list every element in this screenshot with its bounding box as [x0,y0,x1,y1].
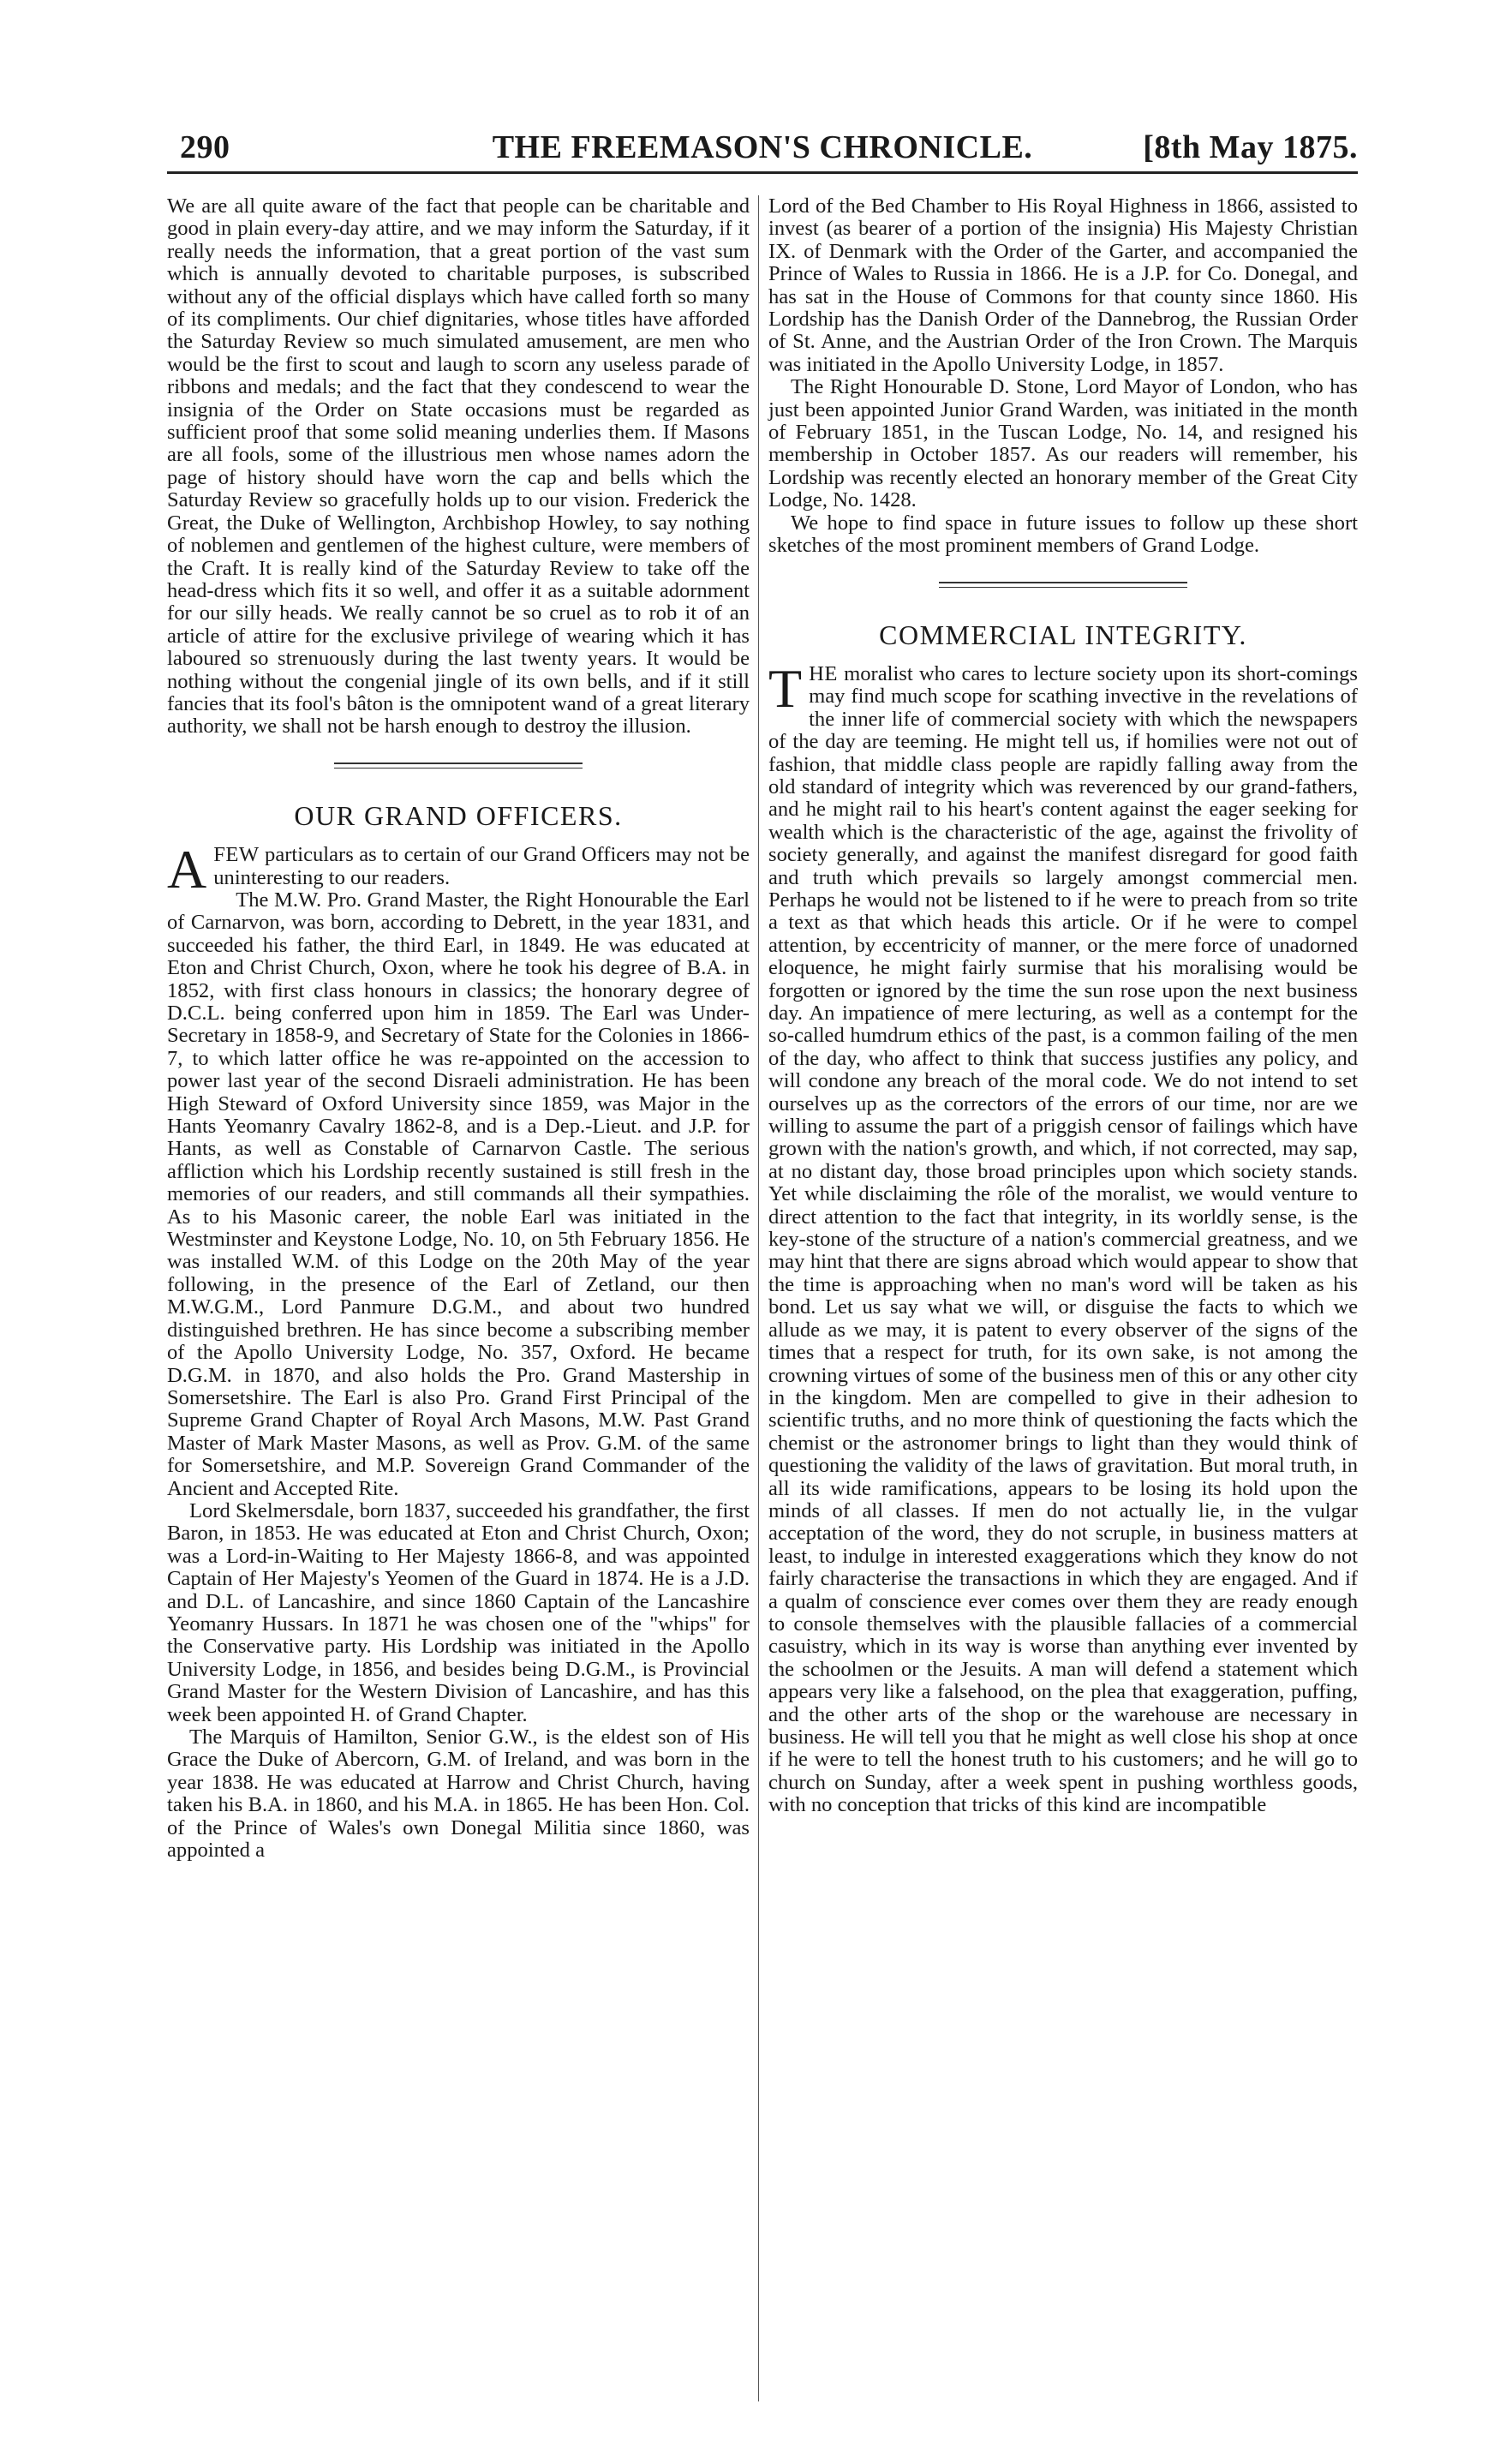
issue-date: [8th May 1875. [1143,129,1358,165]
section-heading-commercial-integrity: COMMERCIAL INTEGRITY. [879,619,1247,650]
section-divider [334,763,583,768]
publication-title: THE FREEMASON'S CHRONICLE. [492,129,1033,165]
moralist-text: moralist who cares to lecture society upon its short-comings may find much scope for scathing invective in the revelations of the inner life of commercial society with which the newspapers of the day are teeming. He might tell us, if homilies were not out of fashion, that middle class people are rapidly falling away from the old standard of integrity which was reverenced by our grand-fathers, and he might rail to his heart's content against the eager seeking for wealth which is the characteristic of the age, against the frivolity of society generally, and against the manifest disregard for good faith and truth which prevails so largely amongst commercial men. Perhaps he would not be listened to if he were to preach from so trite a text as that which heads this article. Or if he were to compel attention, by eccentricity of manner, or the mere force of unadorned eloquence, he might fairly surmise that his moralising would be forgotten or ignored by the time the sun rose upon the next business day. An impatience of mere lecturing, as well as a contempt for the so-called humdrum ethics of the past, is a common failing of the men of the day, who affect to think that success justifies any policy, and will condone any breach of the moral code. We do not intend to set ourselves up as the correctors of the errors of our time, nor are we willing to assume the part of a priggish censor of failings which have grown with the nation's growth, and which, if not corrected, may sap, at no distant day, those broad principles upon which society stands. Yet while disclaiming the rôle of the moralist, we would venture to direct attention to the fact that integrity, in its worldly sense, is the key-stone of the structure of a nation's commercial greatness, and we may hint that there are signs abroad which would appear to show that the time is approaching when no man's word will be taken as his bond. Let us say what we will, or disguise the facts to which we allude as we may, it is patent to every observer of the signs of the times that a respect for truth, for its own sake, is not among the crowning virtues of some of the business men of this or any other city in the kingdom. Men are compelled to give in their adhesion to scientific truths, and no more think of questioning the facts which the chemist or the astronomer brings to light than they would think of questioning the validity of the laws of gravitation. But moral truth, in all its wide ramifications, appears to be losing its hold upon the minds of all classes. If men do not actually lie, in the vulgar acceptation of the word, they do not scruple, in business matters at least, to indulge in interested exaggerations which they know do not fairly characterise the transactions in which they are engaged. And if a qualm of conscience ever comes over them they are ready enough to console themselves with the plausible fallacies of a commercial casuistry, which in its way is worse than anything ever invented by the schoolmen or the Jesuits. A man will defend a statement which appears very like a falsehood, on the plea that exaggeration, puffing, and the other arts of the shop or the warehouse are necessary in business. He will tell you that he might as well close his shop at once if he were to tell the honest truth to his customers; and he will go to church on Sunday, after a week spent in pushing worthless goods, with no conception that tricks of this kind are incompatible [768,661,1358,1817]
section-heading-grand-officers: OUR GRAND OFFICERS. [294,799,623,831]
drop-cap: A [167,839,207,900]
intro-small-caps: HE [809,661,838,685]
paragraph-skelmersdale: Lord Skelmersdale, born 1837, succeeded his grandfather, the first Baron, in 1853. He was educated at Eton and Christ Church, Oxon; was a Lord-in-Waiting to Her Majesty 1866-8, and was appointed Captain of Her Majesty's Yeomen of the Guard in 1874. He is a J.D. and D.L. of Lancashire, and since 1860 Captain of the Lancashire Yeomanry Hussars. In 1871 he was chosen one of the "whips" for the Conservative party. His Lordship was initiated in the Apollo University Lodge, in 1856, and besides being D.G.M., is Provincial Grand Master for the Western Division of Lancashire, and has this week been appointed H. of Grand Chapter. [167,1498,750,1726]
left-column [167,195,750,1862]
article-saturday-review-continuation: We are all quite aware of the fact that people can be charitable and good in plain every-day attire, and we may inform the Saturday, if it really needs the information, that a great portion of the vast sum which is annually devoted to charitable purposes, is subscribed without any of the official displays which have called forth so many of its compliments. Our chief dignitaries, whose titles have afforded the Saturday Review so much simulated amusement, are men who would be the first to scout and laugh to scorn any useless parade of ribbons and medals; and the fact that they condescend to wear the insignia of the Order on State occasions must be regarded as sufficient proof that some solid meaning underlies them. If Masons are all fools, some of the illustrious men whose names adorn the page of history should have worn the cap and bells which the Saturday Review so gracefully holds up to our vision. Frederick the Great, the Duke of Wellington, Archbishop Howley, to say nothing of noblemen and gentlemen of the highest culture, were members of the Craft. It is really kind of the Saturday Review to take off the head-dress which fits it so well, and offer it as a suitable adornment for our silly heads. We really cannot be so cruel as to rob it of an article of attire for the exclusive privilege of wearing which it has laboured so strenuously during the last twenty years. It would be nothing without the congenial jingle of its own bells, and if it still fancies that its fool's bâton is the omnipotent wand of a great literary authority, we shall not be harsh enough to destroy the illusion. [167,194,750,739]
paragraph-stone: The Right Honourable D. Stone, Lord Mayor of London, who has just been appointed Junior Grand Warden, was initiated in the month of February 1851, in the Tuscan Lodge, No. 14, and resigned his membership in October 1857. As our readers will remember, his Lordship was recently elected an honorary member of the Great City Lodge, No. 1428. [768,375,1358,512]
drop-cap: T [768,657,803,719]
masthead-rule [167,171,1358,174]
page-number: 290 [180,129,230,165]
intro-small-caps: FEW [213,843,260,867]
paragraph-future-issues: We hope to find space in future issues to follow up these short sketches of the most prominent members of Grand Lodge. [768,511,1358,558]
intro-text: particulars as to certain of our Grand Officers may not be uninteresting to our readers. [213,843,750,889]
masthead [167,129,1358,171]
grand-officers-intro [167,839,750,900]
paragraph-moralist [768,657,1358,1817]
section-divider [939,582,1187,588]
right-column [768,195,1358,1817]
column-separator [758,195,759,2401]
paragraph-hamilton-continued: Lord of the Bed Chamber to His Royal Highness in 1866, assisted to invest (as bearer of a portion of the insignia) His Majesty Christian IX. of Denmark with the Order of the Garter, and accompanied the Prince of Wales to Russia in 1866. He is a J.P. for Co. Donegal, and has sat in the House of Commons for that county since 1860. His Lordship has the Danish Order of the Dannebrog, the Russian Order of St. Anne, and the Austrian Order of the Iron Crown. The Marquis was initiated in the Apollo University Lodge, in 1857. [768,194,1358,376]
paragraph-hamilton: The Marquis of Hamilton, Senior G.W., is the eldest son of His Grace the Duke of Abercorn, G.M. of Ireland, and was born in the year 1838. He was educated at Harrow and Christ Church, having taken his B.A. in 1860, and his M.A. in 1865. He has been Hon. Col. of the Prince of Wales's own Donegal Militia since 1860, was appointed a [167,1725,750,1863]
paragraph-carnarvon: The M.W. Pro. Grand Master, the Right Honourable the Earl of Carnarvon, was born, according to Debrett, in the year 1831, and succeeded his father, the third Earl, in 1849. He was educated at Eton and Christ Church, Oxon, where he took his degree of B.A. in 1852, with first class honours in classics; the honorary degree of D.C.L. being conferred upon him in 1859. The Earl was Under-Secretary in 1858-9, and Secretary of State for the Colonies in 1866-7, to which latter office he was re-appointed on the accession to power last year of the second Disraeli administration. He has been High Steward of Oxford University since 1859, was Major in the Hants Yeomanry Cavalry 1862-8, and is a Dep.-Lieut. and J.P. for Hants, as well as Constable of Carnarvon Castle. The serious affliction which his Lordship recently sustained is still fresh in the memories of our readers, and still commands all their sympathies. As to his Masonic career, the noble Earl was initiated in the Westminster and Keystone Lodge, No. 10, on 5th February 1856. He was installed W.M. of this Lodge on the 20th May of the year following, in the presence of the Earl of Zetland, our then M.W.G.M., Lord Panmure D.G.M., and about two hundred distinguished brethren. He has since become a subscribing member of the Apollo University Lodge, No. 357, Oxford. He became D.G.M. in 1870, and also holds the Pro. Grand Mastership in Somersetshire. The Earl is also Pro. Grand First Principal of the Supreme Grand Chapter of Royal Arch Masons, M.W. Past Grand Master of Mark Master Masons, as well as Prov. G.M. of the same for Somersetshire, and M.P. Sovereign Grand Commander of the Ancient and Accepted Rite. [167,888,750,1500]
